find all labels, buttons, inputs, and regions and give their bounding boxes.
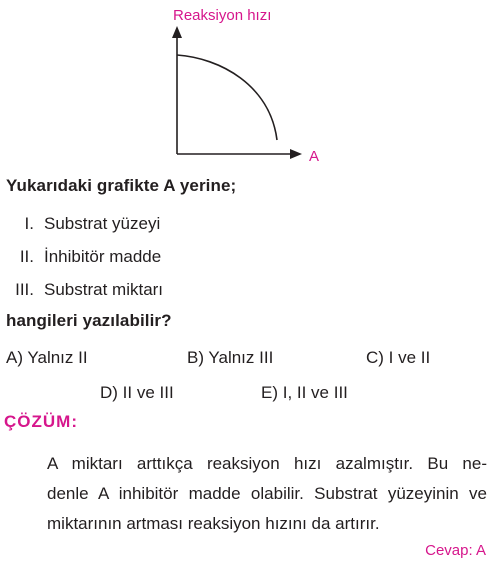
statement-text: Substrat miktarı <box>44 280 164 299</box>
y-axis-arrow <box>172 26 182 38</box>
x-axis-label: A <box>309 148 320 165</box>
x-axis-arrow <box>290 149 302 159</box>
option-b[interactable]: B) Yalnız III <box>187 348 274 367</box>
statement-number: I. <box>24 214 34 233</box>
statement-number: III. <box>15 280 34 299</box>
option-e[interactable]: E) I, II ve III <box>261 383 348 402</box>
statement-number: II. <box>19 247 34 266</box>
option-c[interactable]: C) I ve II <box>366 348 431 367</box>
statement-text: Substrat yüzeyi <box>44 214 161 233</box>
graph <box>0 0 493 170</box>
solution-title: ÇÖZÜM: <box>4 412 78 431</box>
solution-line: denle A inhibitör madde olabilir. Substrat yüzeyinin ve <box>47 484 487 503</box>
option-a[interactable]: A) Yalnız II <box>6 348 88 367</box>
solution-line: A miktarı arttıkça reaksiyon hızı azalmıştır. Bu ne- <box>47 454 487 473</box>
statement-text: İnhibitör madde <box>44 247 162 266</box>
answer-label: Cevap: A <box>425 542 486 559</box>
option-d[interactable]: D) II ve III <box>100 383 174 402</box>
question-stem: Yukarıdaki grafikte A yerine; <box>6 176 237 195</box>
rate-curve <box>177 55 277 140</box>
question-prompt: hangileri yazılabilir? <box>6 311 172 330</box>
solution-line: miktarının artması reaksiyon hızını da artırır. <box>47 514 380 533</box>
y-axis-label: Reaksiyon hızı <box>173 7 272 24</box>
